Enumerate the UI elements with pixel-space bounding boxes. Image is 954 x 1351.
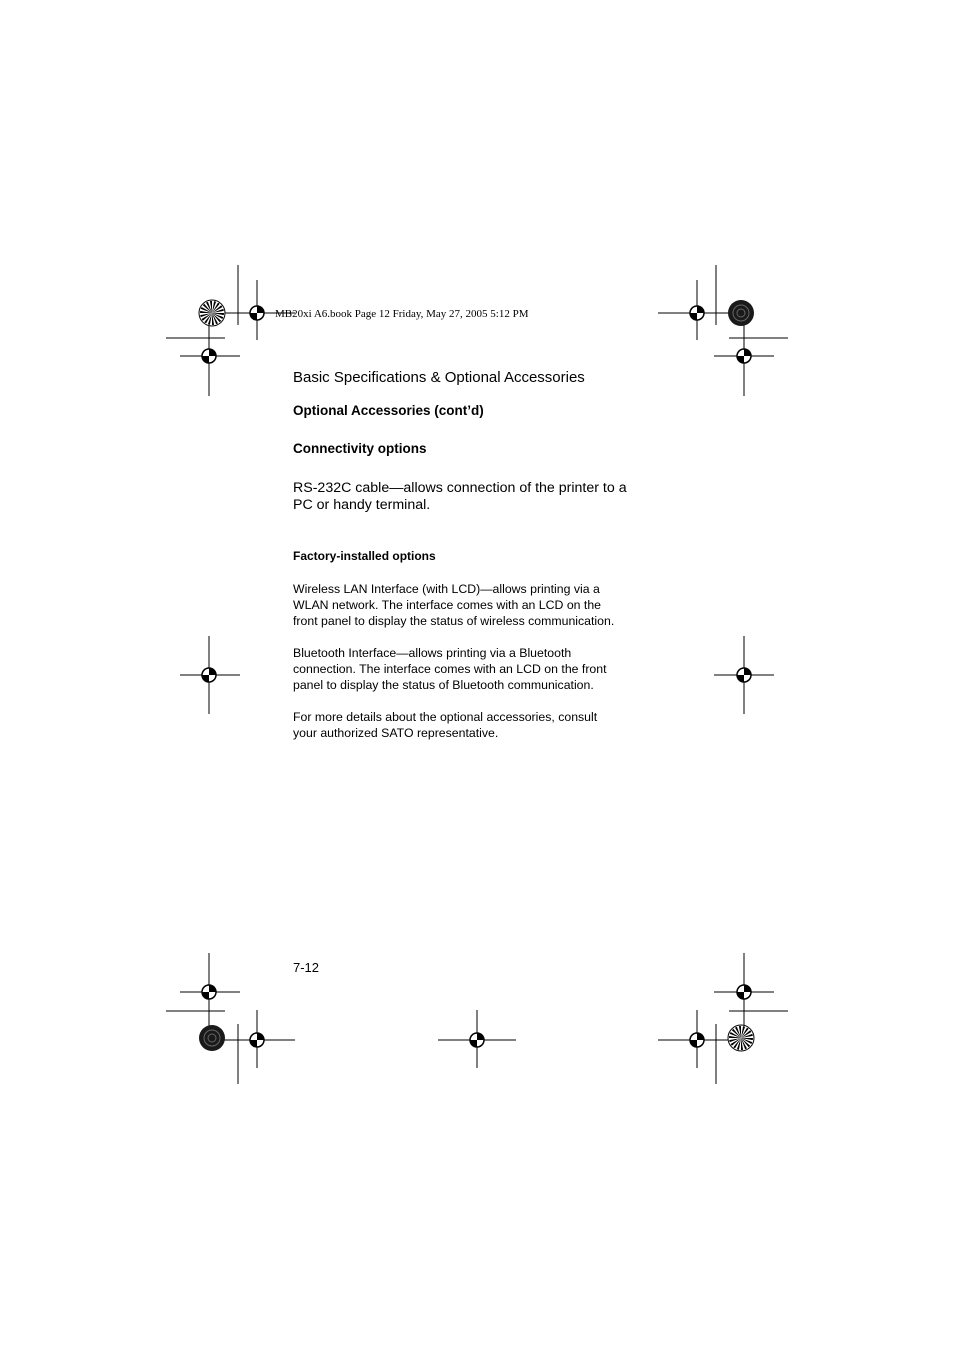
bluetooth-line-3: panel to display the status of Bluetooth communication. <box>293 678 594 692</box>
star-target-dark-top-right <box>728 300 754 326</box>
wlan-line-2: WLAN network. The interface comes with an LCD on the <box>293 598 602 612</box>
registration-target-right-lower <box>714 953 774 1031</box>
page-number: 7-12 <box>293 960 320 975</box>
registration-target-bottom-left <box>220 1010 295 1068</box>
star-target-light-top-left <box>199 300 225 326</box>
registration-target-right-upper <box>714 318 774 396</box>
wlan-paragraph <box>293 581 653 629</box>
registration-target-left-lower <box>180 953 240 1031</box>
star-target-light-bottom-right <box>728 1025 754 1051</box>
rs232-paragraph <box>293 480 653 514</box>
registration-target-bottom-right <box>658 1010 734 1068</box>
details-line-1: For more details about the optional accessories, consult <box>293 710 598 724</box>
registration-target-right-middle <box>714 636 774 714</box>
star-target-dark-bottom-left <box>199 1025 225 1051</box>
registration-target-left-middle <box>180 636 240 714</box>
wlan-line-1: Wireless LAN Interface (with LCD)—allows printing via a <box>293 582 600 596</box>
heading: Optional Accessories (cont’d) <box>293 403 484 418</box>
rs232-line-2: PC or handy terminal. <box>293 497 431 513</box>
wlan-line-3: front panel to display the status of wireless communication. <box>293 614 615 628</box>
rs232-line-1: RS-232C cable—allows connection of the printer to a <box>293 480 627 496</box>
details-paragraph <box>293 709 653 741</box>
slug-line: MB20xi A6.book Page 12 Friday, May 27, 2005 5:12 PM <box>275 308 529 320</box>
details-line-2: your authorized SATO representative. <box>293 726 499 740</box>
registration-target-left-upper <box>180 318 240 396</box>
section-title: Basic Specifications & Optional Accessories <box>293 369 585 386</box>
factory-heading: Factory-installed options <box>293 549 436 563</box>
bluetooth-line-1: Bluetooth Interface—allows printing via a Bluetooth <box>293 646 572 660</box>
bluetooth-paragraph <box>293 645 653 693</box>
bluetooth-line-2: connection. The interface comes with an LCD on the front <box>293 662 607 676</box>
registration-target-top-right <box>658 280 734 340</box>
subheading: Connectivity options <box>293 441 427 456</box>
registration-target-bottom-center <box>438 1010 516 1068</box>
